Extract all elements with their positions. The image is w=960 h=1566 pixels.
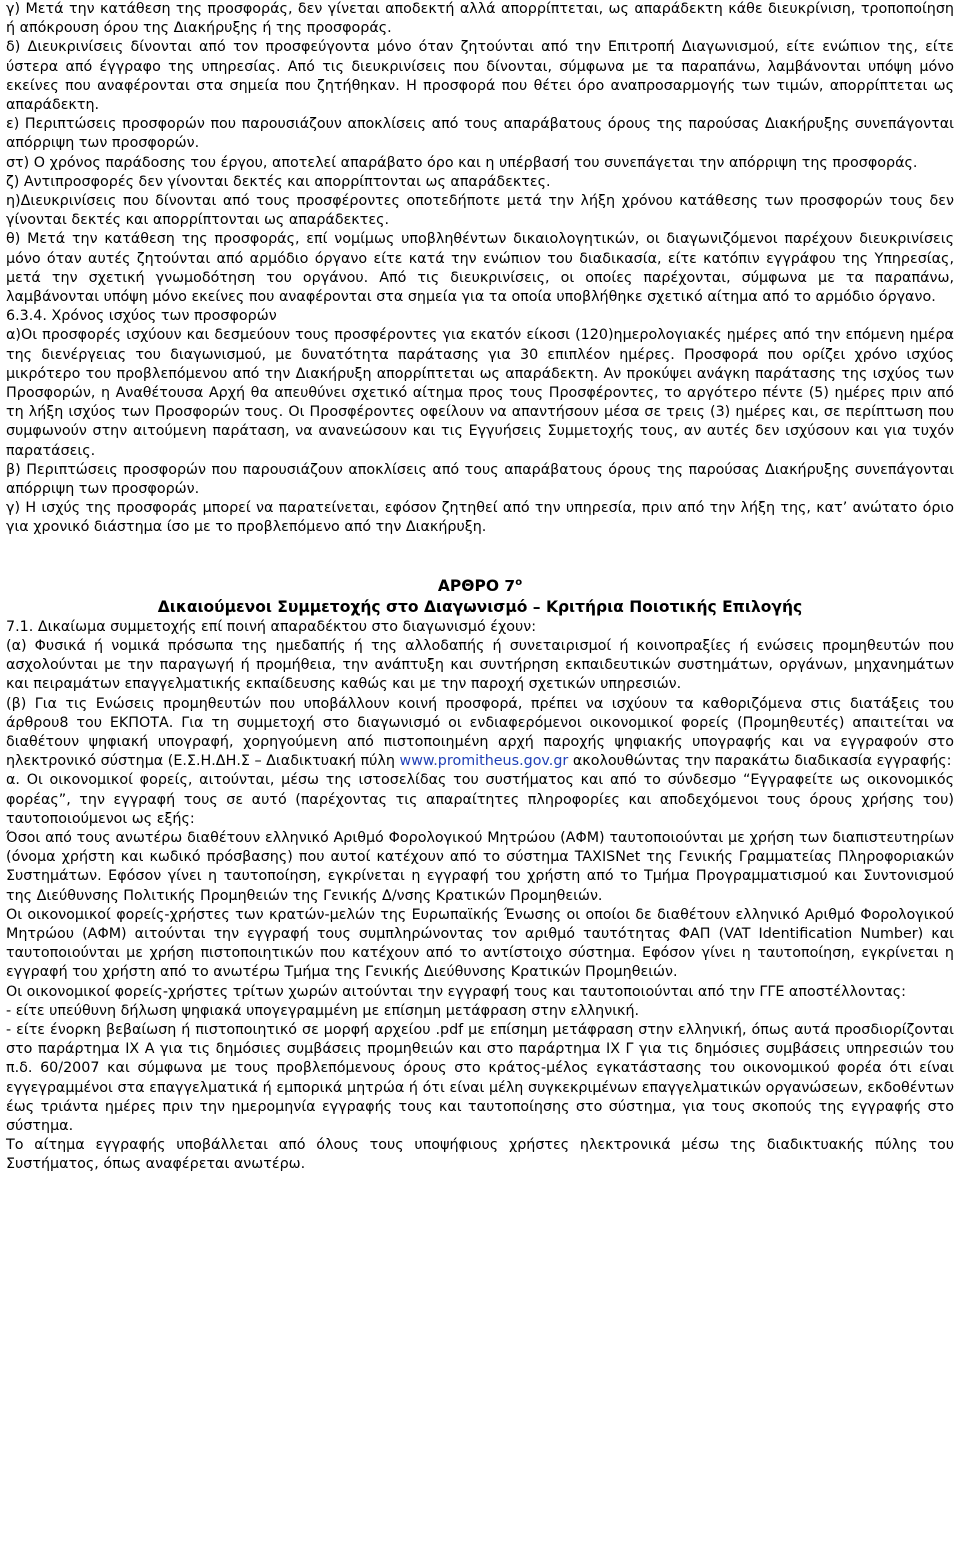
article-subtitle: Δικαιούμενοι Συμμετοχής στο Διαγωνισμό – Κριτήρια Ποιοτικής Επιλογής [157,597,803,616]
spacer [6,538,954,576]
promitheus-link[interactable]: www.promitheus.gov.gr [399,753,569,770]
paragraph-eligible-b-text: (β) Για τις Ενώσεις προμηθευτών που υποβάλλουν κοινή προσφορά, πρέπει να ισχύουν τα καθοριζόμενα στις διατάξεις του άρθρου8 του ΕΚΠΟΤΑ. Για τη συμμετοχή στο διαγωνισμό οι ενδιαφερόμενοι οικονομικοί φορείς (Προμηθευτές) απαιτείται να διαθέτουν ψηφιακή υπογραφή, χορηγούμενη από πιστοποιημένη αρχή παροχής ψηφιακής υπογραφής και να εγγραφούν στο ηλεκτρονικό σύστημα (Ε.Σ.Η.ΔΗ.Σ – Διαδικτυακή πύλη [6,695,954,770]
paragraph-gamma-deposit: γ) Μετά την κατάθεση της προσφοράς, δεν γίνεται αποδεκτή αλλά απορρίπτεται, ως απαράδεκτη κάθε διευκρίνιση, τροποποίηση ή απόκρουση όρου της Διακήρυξης ή της προσφοράς. [6,1,954,37]
section-heading-7-1: 7.1. Δικαίωμα συμμετοχής επί ποινή απαραδέκτου στο διαγωνισμό έχουν: [6,618,537,635]
paragraph-registration-request: Το αίτημα εγγραφής υποβάλλεται από όλους τους υποψήφιους χρήστες ηλεκτρονικά μέσω της διαδικτυακής πύλης του Συστήματος, όπως αναφέρεται ανωτέρω. [6,1137,954,1173]
paragraph-zeta-counteroffers: ζ) Αντιπροσφορές δεν γίνονται δεκτές και απορρίπτονται ως απαράδεκτες. [6,173,551,190]
article-title [6,576,954,597]
article-title-superscript: ο [515,576,523,588]
paragraph-epsilon-deviations: ε) Περιπτώσεις προσφορών που παρουσιάζουν αποκλίσεις από τους απαράβατους όρους της παρούσας Διακήρυξης συνεπάγονται απόρριψη των προσφορών. [6,116,954,152]
paragraph-eligible-b-tail: ακολουθώντας την παρακάτω διαδικασία εγγραφής: [568,753,952,770]
paragraph-st-delivery-time: στ) Ο χρόνος παράδοσης του έργου, αποτελεί απαράβατο όρο και η υπέρβασή του συνεπάγεται την απόρριψη της προσφοράς. [6,154,918,171]
list-item-sworn-statement: - είτε ένορκη βεβαίωση ή πιστοποιητικό σε μορφή αρχείου .pdf με επίσημη μετάφραση στην ελληνική, όπως αυτά προσδιορίζονται στο παράρτημα ΙΧ Α για τις δημόσιες συμβάσεις προμηθειών και στο παράρτημα ΙΧ Γ για τις δημόσιες συμβάσεις υπηρεσιών του π.δ. 60/2007 και σύμφωνα με τους προβλεπόμενους όρους στο κράτος-μέλος εγκατάστασης του οικονομικού φορέα ότι είναι εγγεγραμμένοι στα επαγγελματικά ή εμπορικά μητρώα ή ότι είναι μέλη συγκεκριμένων επαγγελματικών οργανώσεων, εκδοθέντων έως τριάντα ημέρες πριν την ημερομηνία εγγραφής τους και ταυτοποίησης στο σύστημα, για τους σκοπούς της εγγραφής στο σύστημα. [6,1021,954,1134]
paragraph-third-country-users: Οι οικονομικοί φορείς-χρήστες τρίτων χωρών αιτούνται την εγγραφή τους και ταυτοποιούνται από την ΓΓΕ αποστέλλοντας: [6,983,906,1000]
article-title-text: ΑΡΘΡΟ 7 [437,576,516,595]
paragraph-delta-clarifications: δ) Διευκρινίσεις δίνονται από τον προσφεύγοντα μόνο όταν ζητούνται από την Επιτροπή Διαγωνισμού, είτε ενώπιον της, είτε ύστερα από έγγραφο της υπηρεσίας. Από τις διευκρινίσεις που δίνονται, σύμφωνα με τα παραπάνω, λαμβάνονται υπόψη μόνο εκείνες που αναφέρονται στα σημεία που ζητήθηκαν. Η προσφορά που θέτει όρο αναπροσαρμογής των τιμών, απορρίπτεται ως απαράδεκτη. [6,39,954,114]
paragraph-eu-users: Οι οικονομικοί φορείς-χρήστες των κρατών-μελών της Ευρωπαϊκής Ένωσης οι οποίοι δε διαθέτουν ελληνικό Αριθμό Φορολογικού Μητρώου (ΑΦΜ) αιτούνται την εγγραφή τους συμπληρώνοντας τον αριθμό ταυτότητας ΦΑΠ (VAT Identification Number) και ταυτοποιούνται με χρήση πιστοποιητικών που κατέχουν από το αντίστοιχο σύστημα. Εφόσον γίνει η ταυτοποίηση, εγκρίνεται η εγγραφή του χρήστη από το ανωτέρω Τμήμα της Γενικής Διεύθυνσης Κρατικών Προμηθειών. [6,906,954,981]
paragraph-eligible-b [6,695,954,772]
paragraph-theta-after-deposit: θ) Μετά την κατάθεση της προσφοράς, επί νομίμως υποβληθέντων δικαιολογητικών, οι διαγωνιζόμενοι παρέχουν διευκρινίσεις μόνο όταν αυτές ζητούνται από αρμόδιο όργανο είτε κατά την ενώπιον του διαδικασία, είτε κατόπιν εγγράφου της Υπηρεσίας, μετά την σχετική γνωμοδότηση του οργάνου. Από τις διευκρινίσεις, οι οποίες παρέχονται, σύμφωνα με τα παραπάνω, λαμβάνονται υπόψη μόνο εκείνες που αναφέρονται στα σημεία για τα οποία υποβλήθηκε σχετικό αίτημα από το αρμόδιο όργανο. [6,231,954,306]
paragraph-eligible-a: (α) Φυσικά ή νομικά πρόσωπα της ημεδαπής ή της αλλοδαπής ή συνεταιρισμοί ή κοινοπραξίες ή ενώσεις προμηθευτών που ασχολούνται με την παραγωγή ή προμήθεια, την ανάπτυξη και συντήρηση εκπαιδευτικών συστημάτων, οργάνων, μηχανημάτων και πειραμάτων επαγγελματικής εκπαίδευσης καθώς και με την παροχή σχετικών υπηρεσιών. [6,637,954,693]
paragraph-validity-a: α)Οι προσφορές ισχύουν και δεσμεύουν τους προσφέροντες για εκατόν είκοσι (120)ημερολογιακές ημέρες από την επόμενη ημέρα της διενέργειας του διαγωνισμού, με δυνατότητα παράτασης για 30 επιπλέον ημέρες. Προσφορά που ορίζει χρόνο ισχύος μικρότερο του προβλεπόμενου από την Διακήρυξη απορρίπτεται ως απαράδεκτη. Αν προκύψει ανάγκη παράτασης της ισχύος των Προσφορών, η Αναθέτουσα Αρχή θα απευθύνει σχετικό αίτημα προς τους Προσφέροντες, το αργότερο πέντε (5) ημέρες πριν από τη λήξη ισχύος των Προσφορών τους. Οι Προσφέροντες οφείλουν να απαντήσουν μέσα σε τρεις (3) ημέρες και, σε περίπτωση που συμφωνούν στην αιτούμενη παράταση, να ανανεώσουν και τις Εγγυήσεις Συμμετοχής τους, αν αυτές δεν ισχύσουν και για τυχόν παρατάσεις. [6,327,954,459]
paragraph-eta-late-clarifications: η)Διευκρινίσεις που δίνονται από τους προσφέροντες οποτεδήποτε μετά την λήξη χρόνου κατάθεσης των προσφορών τους δεν γίνονται δεκτές και απορρίπτονται ως απαράδεκτες. [6,193,954,229]
paragraph-validity-c: γ) Η ισχύς της προσφοράς μπορεί να παρατείνεται, εφόσον ζητηθεί από την υπηρεσία, πριν από την λήξη της, κατ’ ανώτατο όριο για χρονικό διάστημα ίσο με το προβλεπόμενο από την Διακήρυξη. [6,500,954,536]
paragraph-validity-b: β) Περιπτώσεις προσφορών που παρουσιάζουν αποκλίσεις από τους απαράβατους όρους της παρούσας Διακήρυξης συνεπάγονται απόρριψη των προσφορών. [6,461,954,498]
paragraph-registration-a: α. Οι οικονομικοί φορείς, αιτούνται, μέσω της ιστοσελίδας του συστήματος και από το σύνδεσμο “Εγγραφείτε ως οικονομικός φορέας”, την εγγραφή τους σε αυτό (παρέχοντας τις απαραίτητες πληροφορίες και αποδεχόμενοι τους όρους χρήσης του) ταυτοποιούμενοι ως εξής: [6,772,954,827]
section-heading-6-3-4: 6.3.4. Χρόνος ισχύος των προσφορών [6,308,277,325]
list-item-declaration: - είτε υπεύθυνη δήλωση ψηφιακά υπογεγραμμένη με επίσημη μετάφραση στην ελληνική. [6,1002,640,1019]
paragraph-greek-afm: Όσοι από τους ανωτέρω διαθέτουν ελληνικό Αριθμό Φορολογικού Μητρώου (ΑΦΜ) ταυτοποιούνται με χρήση των διαπιστευτηρίων (όνομα χρήστη και κωδικό πρόσβασης) που αυτοί κατέχουν από το σύστημα TAXISNet της Γενικής Γραμματείας Πληροφοριακών Συστημάτων. Εφόσον γίνει η ταυτοποίηση, εγκρίνεται η εγγραφή του χρήστη από το Τμήμα Προγραμματισμού και Συντονισμού της Διεύθυνσης Πολιτικής Προμηθειών της Γενικής Δ/νσης Κρατικών Προμηθειών. [6,829,954,904]
